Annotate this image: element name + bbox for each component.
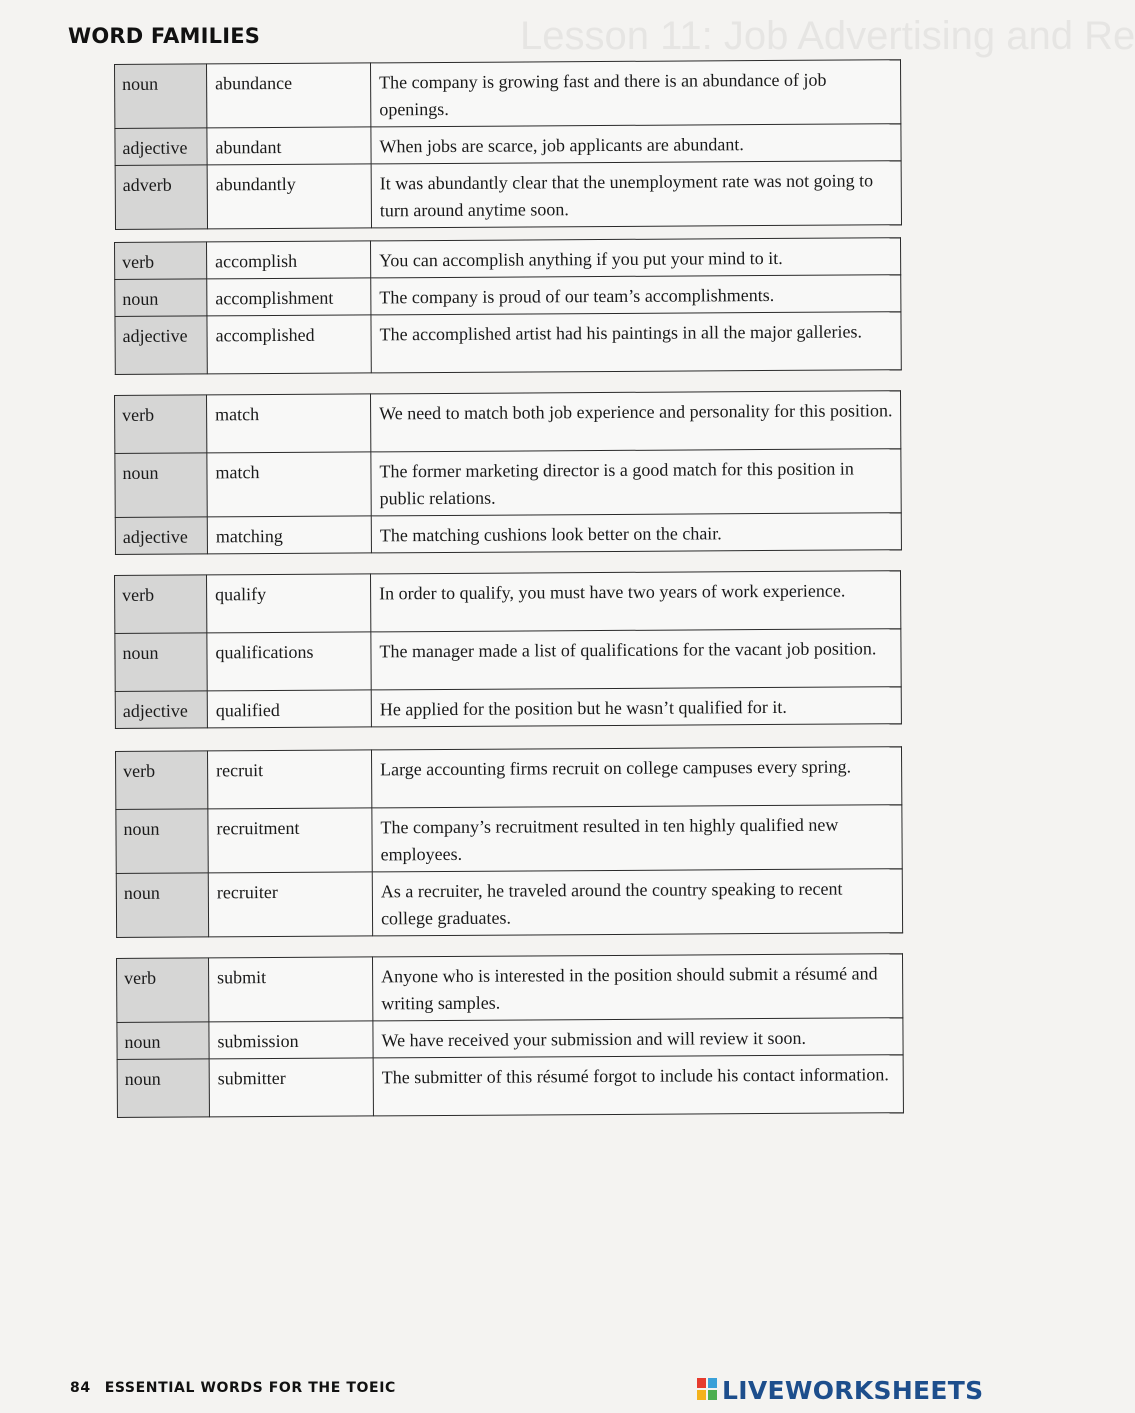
example-sentence-cell: In order to qualify, you must have two years of work experience. [370, 571, 900, 632]
word-family-table [114, 570, 902, 729]
word-cell: recruitment [208, 808, 372, 873]
word-cell: matching [207, 516, 371, 554]
word-cell: accomplished [207, 315, 371, 374]
part-of-speech-cell: verb [116, 751, 208, 810]
part-of-speech-cell: noun [116, 873, 208, 938]
example-sentence-cell: It was abundantly clear that the unemployment rate was not going to turn around anytime soon. [371, 161, 901, 228]
word-family-table [114, 390, 902, 555]
page-number: 84 [70, 1380, 91, 1396]
part-of-speech-cell: noun [115, 633, 207, 692]
part-of-speech-cell: adjective [115, 316, 207, 375]
word-cell: submit [209, 957, 373, 1022]
liveworksheets-logo [697, 1376, 983, 1405]
word-family-table [114, 59, 902, 230]
table-row [115, 238, 901, 280]
word-family-table [116, 953, 904, 1118]
faded-background-heading: Lesson 11: Job Advertising and Re [520, 14, 1135, 58]
word-cell: match [207, 452, 371, 517]
part-of-speech-cell: adjective [115, 517, 207, 555]
example-sentence-cell: Anyone who is interested in the position should submit a résumé and writing samples. [372, 954, 902, 1021]
table-row [116, 747, 902, 810]
example-sentence-cell: You can accomplish anything if you put your mind to it. [370, 238, 900, 278]
table-row [115, 60, 901, 129]
table-row [115, 629, 901, 692]
liveworksheets-logo-icon [697, 1378, 719, 1402]
word-family-table [114, 237, 902, 375]
part-of-speech-cell: noun [115, 64, 207, 129]
part-of-speech-cell: noun [115, 279, 207, 317]
example-sentence-cell: As a recruiter, he traveled around the country speaking to recent college graduates. [372, 869, 902, 936]
word-cell: abundance [207, 63, 371, 128]
liveworksheets-logo-text: LIVEWORKSHEETS [722, 1376, 984, 1405]
word-cell: abundant [207, 127, 371, 165]
table-row [115, 687, 901, 729]
part-of-speech-cell: adjective [115, 691, 207, 729]
table-row [115, 161, 901, 230]
example-sentence-cell: The company is proud of our team’s accomplishments. [371, 275, 901, 315]
word-cell: recruiter [208, 872, 372, 937]
part-of-speech-cell: noun [117, 1059, 209, 1118]
example-sentence-cell: The accomplished artist had his paintings in all the major galleries. [371, 312, 901, 373]
table-row [116, 869, 902, 938]
word-cell: accomplishment [207, 278, 371, 316]
table-row [115, 124, 901, 166]
book-title: ESSENTIAL WORDS FOR THE TOEIC [104, 1380, 396, 1396]
part-of-speech-cell: verb [117, 958, 209, 1023]
part-of-speech-cell: adjective [115, 128, 207, 166]
table-row [115, 571, 901, 634]
example-sentence-cell: The company is growing fast and there is an abundance of job openings. [370, 60, 900, 127]
table-row [115, 275, 901, 317]
table-row [115, 312, 901, 375]
page-footer [70, 1380, 396, 1396]
word-cell: abundantly [207, 164, 371, 229]
example-sentence-cell: The former marketing director is a good match for this position in public relations. [371, 449, 901, 516]
example-sentence-cell: We need to match both job experience and personality for this position. [370, 391, 900, 452]
table-row [117, 1055, 903, 1118]
word-family-table [115, 746, 903, 938]
table-row [117, 954, 903, 1023]
part-of-speech-cell: verb [115, 242, 207, 280]
table-row [116, 805, 902, 874]
example-sentence-cell: When jobs are scarce, job applicants are abundant. [371, 124, 901, 164]
example-sentence-cell: The manager made a list of qualifications for the vacant job position. [371, 629, 901, 690]
table-row [115, 449, 901, 518]
part-of-speech-cell: adverb [115, 165, 207, 230]
example-sentence-cell: We have received your submission and will review it soon. [373, 1018, 903, 1058]
part-of-speech-cell: noun [116, 809, 208, 874]
example-sentence-cell: He applied for the position but he wasn’t qualified for it. [371, 687, 901, 727]
word-cell: submission [209, 1021, 373, 1059]
word-cell: accomplish [207, 241, 371, 279]
part-of-speech-cell: verb [115, 395, 207, 454]
example-sentence-cell: The company’s recruitment resulted in ten highly qualified new employees. [372, 805, 902, 872]
part-of-speech-cell: noun [115, 453, 207, 518]
example-sentence-cell: The submitter of this résumé forgot to include his contact information. [373, 1055, 903, 1116]
table-row [117, 1018, 903, 1060]
word-cell: submitter [209, 1058, 373, 1117]
word-cell: qualifications [207, 632, 371, 691]
part-of-speech-cell: verb [115, 575, 207, 634]
word-cell: match [207, 394, 371, 453]
example-sentence-cell: The matching cushions look better on the chair. [371, 513, 901, 553]
part-of-speech-cell: noun [117, 1022, 209, 1060]
page-title: WORD FAMILIES [68, 24, 261, 48]
word-cell: qualify [207, 574, 371, 633]
example-sentence-cell: Large accounting firms recruit on college campuses every spring. [371, 747, 901, 808]
table-row [115, 513, 901, 555]
table-row [115, 391, 901, 454]
word-cell: qualified [207, 690, 371, 728]
word-cell: recruit [208, 750, 372, 809]
